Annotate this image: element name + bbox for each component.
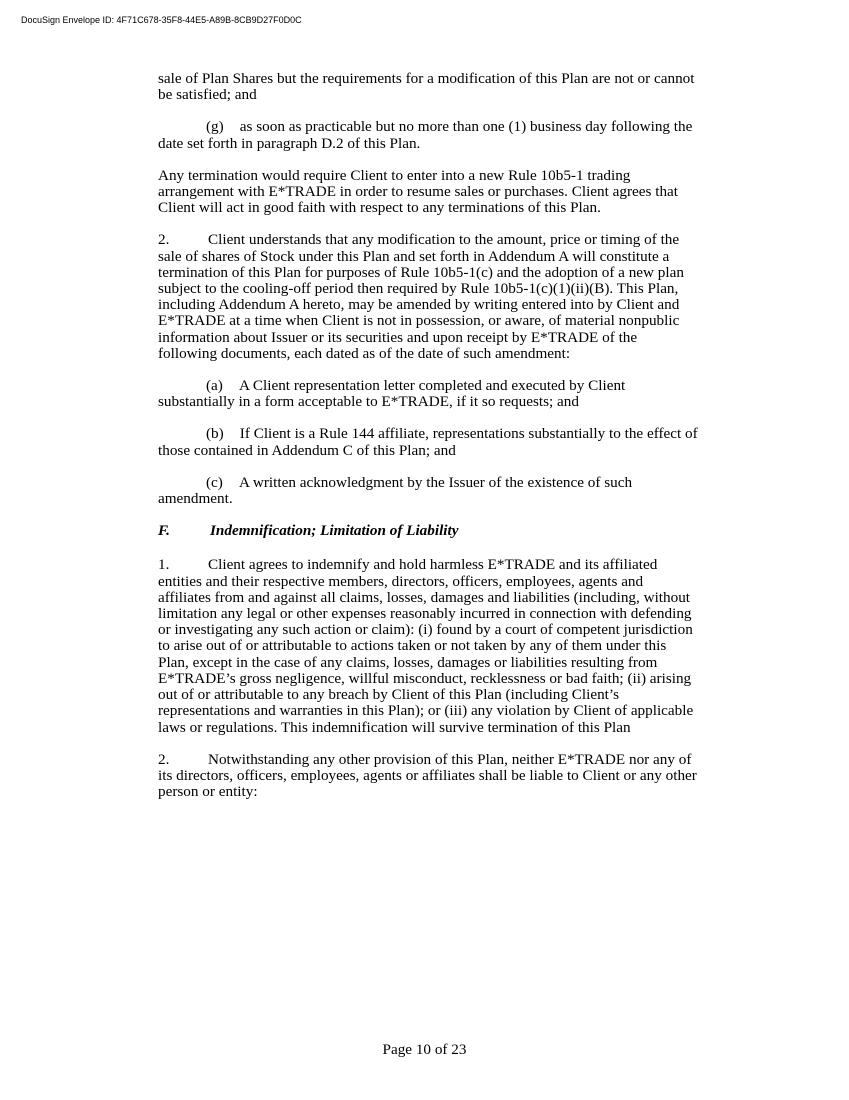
clause-b-text: If Client is a Rule 144 affiliate, representations substantially to the effect of those contained in Addendum C of this Plan; and bbox=[158, 425, 698, 459]
clause-c bbox=[158, 475, 698, 507]
section-f-item-1-text: Client agrees to indemnify and hold harmless E*TRADE and its affiliated entities and their respective members, directors, officers, employees, agents and affiliates from and against all claims, losses, damages and liabilities (including, without limitation any legal or other expenses reasonably incurred in connection with defending or investigating any such action or claim): (i) found by a court of competent jurisdiction to arise out of or attributable to actions taken or not taken by any of them under this Plan, except in the case of any claims, losses, damages or liabilities resulting from E*TRADE’s gross negligence, willful misconduct, recklessness or bad faith; (ii) arising out of or attributable to any breach by Client of this Plan (including Client’s representations and warranties in this Plan); or (iii) any violation by Client of applicable laws or regulations. This indemnification will survive termination of this Plan bbox=[158, 556, 694, 736]
docusign-envelope-id: DocuSign Envelope ID: 4F71C678-35F8-44E5-A89B-8CB9D27F0D0C bbox=[21, 15, 302, 25]
clause-g-text: as soon as practicable but no more than one (1) business day following the date set forth in paragraph D.2 of this Plan. bbox=[158, 118, 693, 152]
section-e-item-2-text: Client understands that any modification to the amount, price or timing of the sale of shares of Stock under this Plan and set forth in Addendum A will constitute a termination of this Plan for purposes of Rule 10b5-1(c) and the adoption of a new plan subject to the cooling-off period then required by Rule 10b5-1(c)(1)(ii)(B). This Plan, including Addendum A hereto, may be amended by writing entered into by Client and E*TRADE at a time when Client is not in possession, or aware, of material nonpublic information about Issuer or its securities and upon receipt by E*TRADE of the following documents, each dated as of the date of such amendment: bbox=[158, 231, 684, 362]
clause-b-label: (b) bbox=[206, 425, 224, 443]
termination-paragraph: Any termination would require Client to enter into a new Rule 10b5-1 trading arrangement with E*TRADE in order to resume sales or purchases. Client agrees that Client will act in good faith with respect to any terminations of this Plan. bbox=[158, 166, 679, 217]
section-f-heading bbox=[158, 523, 698, 539]
section-e-item-2-number: 2. bbox=[158, 231, 170, 249]
section-f-item-1 bbox=[158, 557, 698, 735]
clause-c-label: (c) bbox=[206, 473, 223, 491]
paragraph-continuation: sale of Plan Shares but the requirements for a modification of this Plan are not or cannot be satisfied; and bbox=[158, 70, 695, 104]
section-f-letter: F. bbox=[158, 522, 170, 540]
clause-a-label: (a) bbox=[206, 377, 223, 395]
section-f-item-2-text: Notwithstanding any other provision of this Plan, neither E*TRADE nor any of its directors, officers, employees, agents or affiliates shall be liable to Client or any other person or entity: bbox=[158, 750, 697, 801]
clause-a bbox=[158, 378, 698, 410]
clause-a-text: A Client representation letter completed and executed by Client substantially in a form acceptable to E*TRADE, if it so requests; and bbox=[158, 377, 626, 411]
section-f-title: Indemnification; Limitation of Liability bbox=[210, 522, 459, 540]
document-body bbox=[158, 71, 698, 816]
section-f-item-2-number: 2. bbox=[158, 750, 170, 768]
page-number: Page 10 of 23 bbox=[382, 1041, 467, 1058]
section-f-item-2 bbox=[158, 752, 698, 801]
section-f-item-1-number: 1. bbox=[158, 556, 170, 574]
clause-g-label: (g) bbox=[206, 118, 224, 136]
section-e-item-2 bbox=[158, 232, 698, 362]
clause-g bbox=[158, 119, 698, 151]
clause-b bbox=[158, 426, 698, 458]
clause-c-text: A written acknowledgment by the Issuer of the existence of such amendment. bbox=[158, 473, 633, 508]
